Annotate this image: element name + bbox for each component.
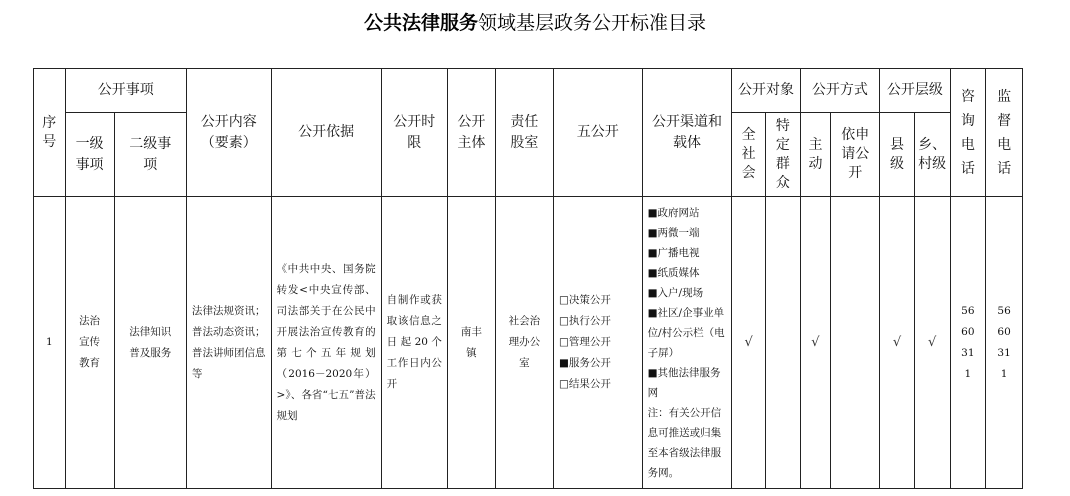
- header-level: 公开层级: [880, 69, 950, 113]
- header-aud-all: 全社会: [732, 113, 766, 197]
- header-content: 公开内容（要素）: [186, 69, 271, 197]
- check-aud-all: √: [732, 197, 766, 489]
- cell-level1: 法治宣传教育: [65, 197, 114, 489]
- cell-basis: 《中共中央、国务院转发<中央宣传部、司法部关于在公民中开展法治宣传教育的第七个五年规划（2016－2020年）>》、各省“七五”普法规划: [271, 197, 381, 489]
- header-seq: 序号: [34, 69, 66, 197]
- header-matter: 公开事项: [65, 69, 186, 113]
- header-level-town: 乡、村级: [914, 113, 950, 197]
- page-title: [0, 8, 1070, 38]
- cell-content: 法律法规资讯；普法动态资讯；普法讲师团信息等: [186, 197, 271, 489]
- five-item: □管理公开: [558, 336, 611, 348]
- header-level-county: 县级: [880, 113, 915, 197]
- five-item: ■服务公开: [558, 357, 611, 369]
- channel-note: 注：有关公开信息可推送或归集至本省级法律服务网。: [647, 406, 722, 479]
- header-channel: 公开渠道和载体: [642, 69, 732, 197]
- channel-item: ■入户/现场: [647, 286, 704, 299]
- cell-time: 自制作或获取该信息之日起20个工作日内公开: [381, 197, 447, 489]
- header-subject: 公开主体: [447, 69, 495, 197]
- header-five: 五公开: [553, 69, 642, 197]
- cell-level2: 法律知识普及服务: [114, 197, 186, 489]
- header-consult: 咨询电话: [950, 69, 986, 197]
- header-aud-specific: 特定群众: [766, 113, 801, 197]
- table-row: [34, 197, 1023, 489]
- check-method-request: [831, 197, 880, 489]
- header-basis: 公开依据: [271, 69, 381, 197]
- channel-item: ■广播电视: [647, 246, 700, 259]
- cell-office: 社会治理办公室: [495, 197, 553, 489]
- channel-item: ■纸质媒体: [647, 266, 700, 279]
- header-method: 公开方式: [800, 69, 880, 113]
- cell-consult: 5660311: [950, 197, 986, 489]
- header-method-request: 依申请公开: [831, 113, 880, 197]
- five-item: □执行公开: [558, 315, 611, 327]
- header-office: 责任股室: [495, 69, 553, 197]
- title-bold-part: 公共法律服务: [363, 12, 478, 34]
- check-aud-specific: [766, 197, 801, 489]
- header-audience: 公开对象: [732, 69, 800, 113]
- header-supervise: 监督电话: [986, 69, 1023, 197]
- channel-item: ■两微一端: [647, 226, 700, 239]
- cell-supervise: 5660311: [986, 197, 1023, 489]
- title-rest: 领域基层政务公开标准目录: [478, 12, 707, 34]
- five-item: □决策公开: [558, 294, 611, 306]
- cell-five: [553, 197, 642, 489]
- header-level2: 二级事项: [114, 113, 186, 197]
- check-level-town: √: [914, 197, 950, 489]
- header-level1: 一级事项: [65, 113, 114, 197]
- channel-item: ■其他法律服务网: [647, 366, 721, 399]
- channel-item: ■社区/企事业单位/村公示栏（电子屏）: [647, 306, 725, 359]
- header-time: 公开时限: [381, 69, 447, 197]
- header-method-active: 主动: [800, 113, 831, 197]
- channel-item: ■政府网站: [647, 206, 700, 219]
- cell-seq: 1: [34, 197, 66, 489]
- catalog-table: [33, 68, 1023, 489]
- five-item: □结果公开: [558, 378, 611, 390]
- cell-subject: 南丰镇: [447, 197, 495, 489]
- cell-channel: [642, 197, 732, 489]
- check-level-county: √: [880, 197, 915, 489]
- check-method-active: √: [800, 197, 831, 489]
